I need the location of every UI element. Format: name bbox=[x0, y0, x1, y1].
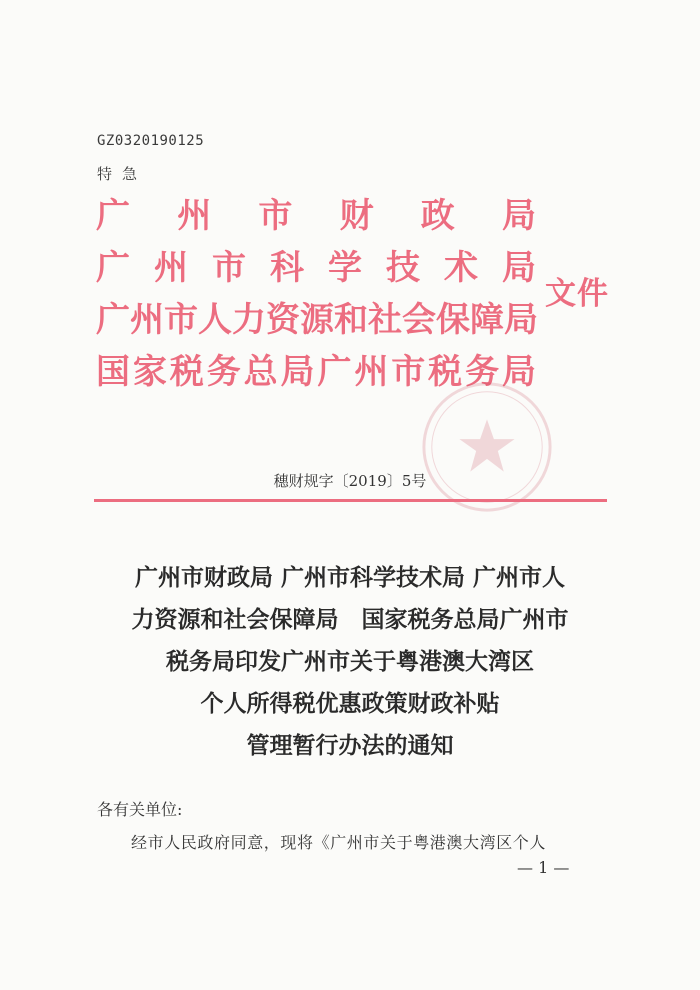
body-paragraph-line: 经市人民政府同意，现将《广州市关于粤港澳大湾区个人 bbox=[131, 833, 547, 852]
title-line: 广州市财政局 广州市科学技术局 广州市人 bbox=[134, 564, 565, 591]
document-number: 穗财规字〔2019〕5号 bbox=[273, 472, 427, 490]
title-line: 力资源和社会保障局 国家税务总局广州市 bbox=[131, 606, 569, 633]
issuing-authorities bbox=[96, 190, 536, 398]
title-line: 个人所得税优惠政策财政补贴 bbox=[200, 690, 500, 717]
issuer-finance-bureau: 广州市财政局 bbox=[96, 196, 536, 236]
issuer-tax-bureau: 国家税务总局广州市税务局 bbox=[96, 352, 536, 392]
issuer-human-resources-bureau: 广州市人力资源和社会保障局 bbox=[96, 300, 538, 340]
issuer-science-technology-bureau: 广州市科学技术局 bbox=[96, 248, 536, 288]
document-code: GZ0320190125 bbox=[97, 133, 205, 149]
document-type-label: 文件 bbox=[545, 276, 609, 312]
document-title bbox=[70, 557, 630, 767]
official-seal-icon bbox=[418, 378, 556, 516]
red-separator-line bbox=[94, 499, 607, 502]
title-line: 管理暂行办法的通知 bbox=[246, 732, 454, 759]
title-line: 税务局印发广州市关于粤港澳大湾区 bbox=[166, 648, 534, 675]
urgency-label: 特急 bbox=[97, 165, 148, 183]
page-number: — 1 — bbox=[517, 858, 570, 877]
salutation: 各有关单位: bbox=[97, 800, 183, 819]
